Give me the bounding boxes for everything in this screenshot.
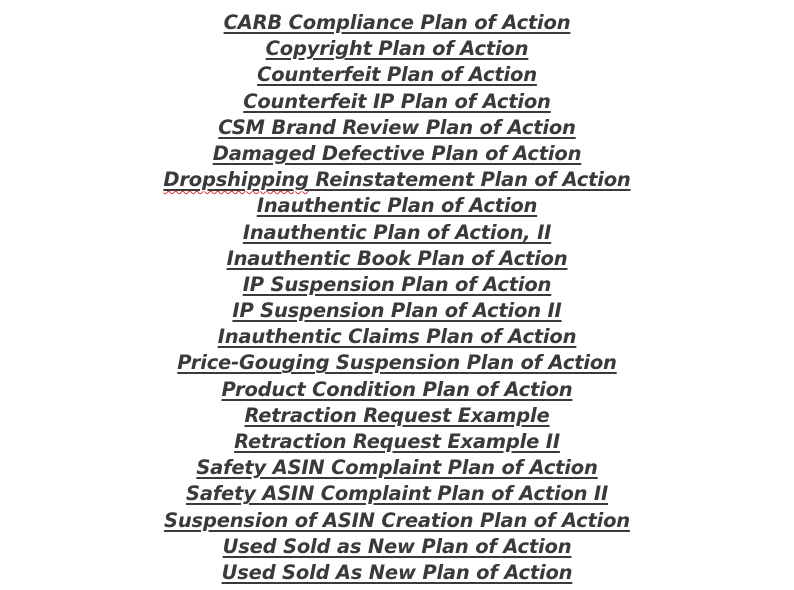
link-csm-brand-review[interactable]: CSM Brand Review Plan of Action [218,115,576,139]
link-retraction-request-ii[interactable]: Retraction Request Example II [234,430,560,453]
list-item [0,246,794,272]
link-counterfeit[interactable]: Counterfeit Plan of Action [257,63,537,87]
list-item [0,115,794,141]
link-retraction-request[interactable]: Retraction Request Example [244,403,550,427]
link-ip-suspension-ii[interactable]: IP Suspension Plan of Action II [232,299,562,323]
list-item [0,429,794,455]
link-safety-asin-complaint-ii[interactable]: Safety ASIN Complaint Plan of Action II [185,482,609,506]
list-item [0,350,794,376]
link-price-gouging-suspension[interactable]: Price-Gouging Suspension Plan of Action [177,351,617,375]
list-item [0,298,794,324]
list-item [0,193,794,219]
link-dropshipping-reinstatement[interactable] [163,167,630,193]
link-suspension-asin-creation[interactable]: Suspension of ASIN Creation Plan of Action [164,508,630,532]
link-product-condition[interactable]: Product Condition Plan of Action [221,377,573,401]
list-item [0,481,794,507]
link-inauthentic-ii[interactable]: Inauthentic Plan of Action, II [242,220,552,244]
list-item [0,455,794,481]
list-item [0,141,794,167]
link-inauthentic[interactable]: Inauthentic Plan of Action [256,194,538,218]
list-item [0,89,794,115]
list-item [0,36,794,62]
list-item [0,560,794,586]
link-safety-asin-complaint[interactable]: Safety ASIN Complaint Plan of Action [196,456,598,480]
list-item [0,534,794,560]
link-inauthentic-book[interactable]: Inauthentic Book Plan of Action [226,246,568,270]
list-item [0,220,794,246]
list-item [0,324,794,350]
list-item [0,508,794,534]
link-carb-compliance[interactable]: CARB Compliance Plan of Action [223,11,571,34]
plan-of-action-link-list [0,10,794,586]
link-copyright[interactable]: Copyright Plan of Action [265,37,529,61]
link-inauthentic-claims[interactable]: Inauthentic Claims Plan of Action [217,325,577,349]
list-item [0,62,794,88]
link-used-sold-as-new-2[interactable]: Used Sold As New Plan of Action [221,560,573,584]
list-item [0,403,794,429]
list-item [0,10,794,36]
list-item [0,167,794,193]
spellcheck-flagged-word: Dropshipping [163,168,309,192]
link-text-rest: Reinstatement Plan of Action [308,168,631,192]
list-item [0,272,794,298]
link-used-sold-as-new[interactable]: Used Sold as New Plan of Action [222,534,572,558]
link-ip-suspension[interactable]: IP Suspension Plan of Action [242,272,552,296]
list-item [0,377,794,403]
link-damaged-defective[interactable]: Damaged Defective Plan of Action [212,141,582,165]
link-counterfeit-ip[interactable]: Counterfeit IP Plan of Action [243,89,551,113]
